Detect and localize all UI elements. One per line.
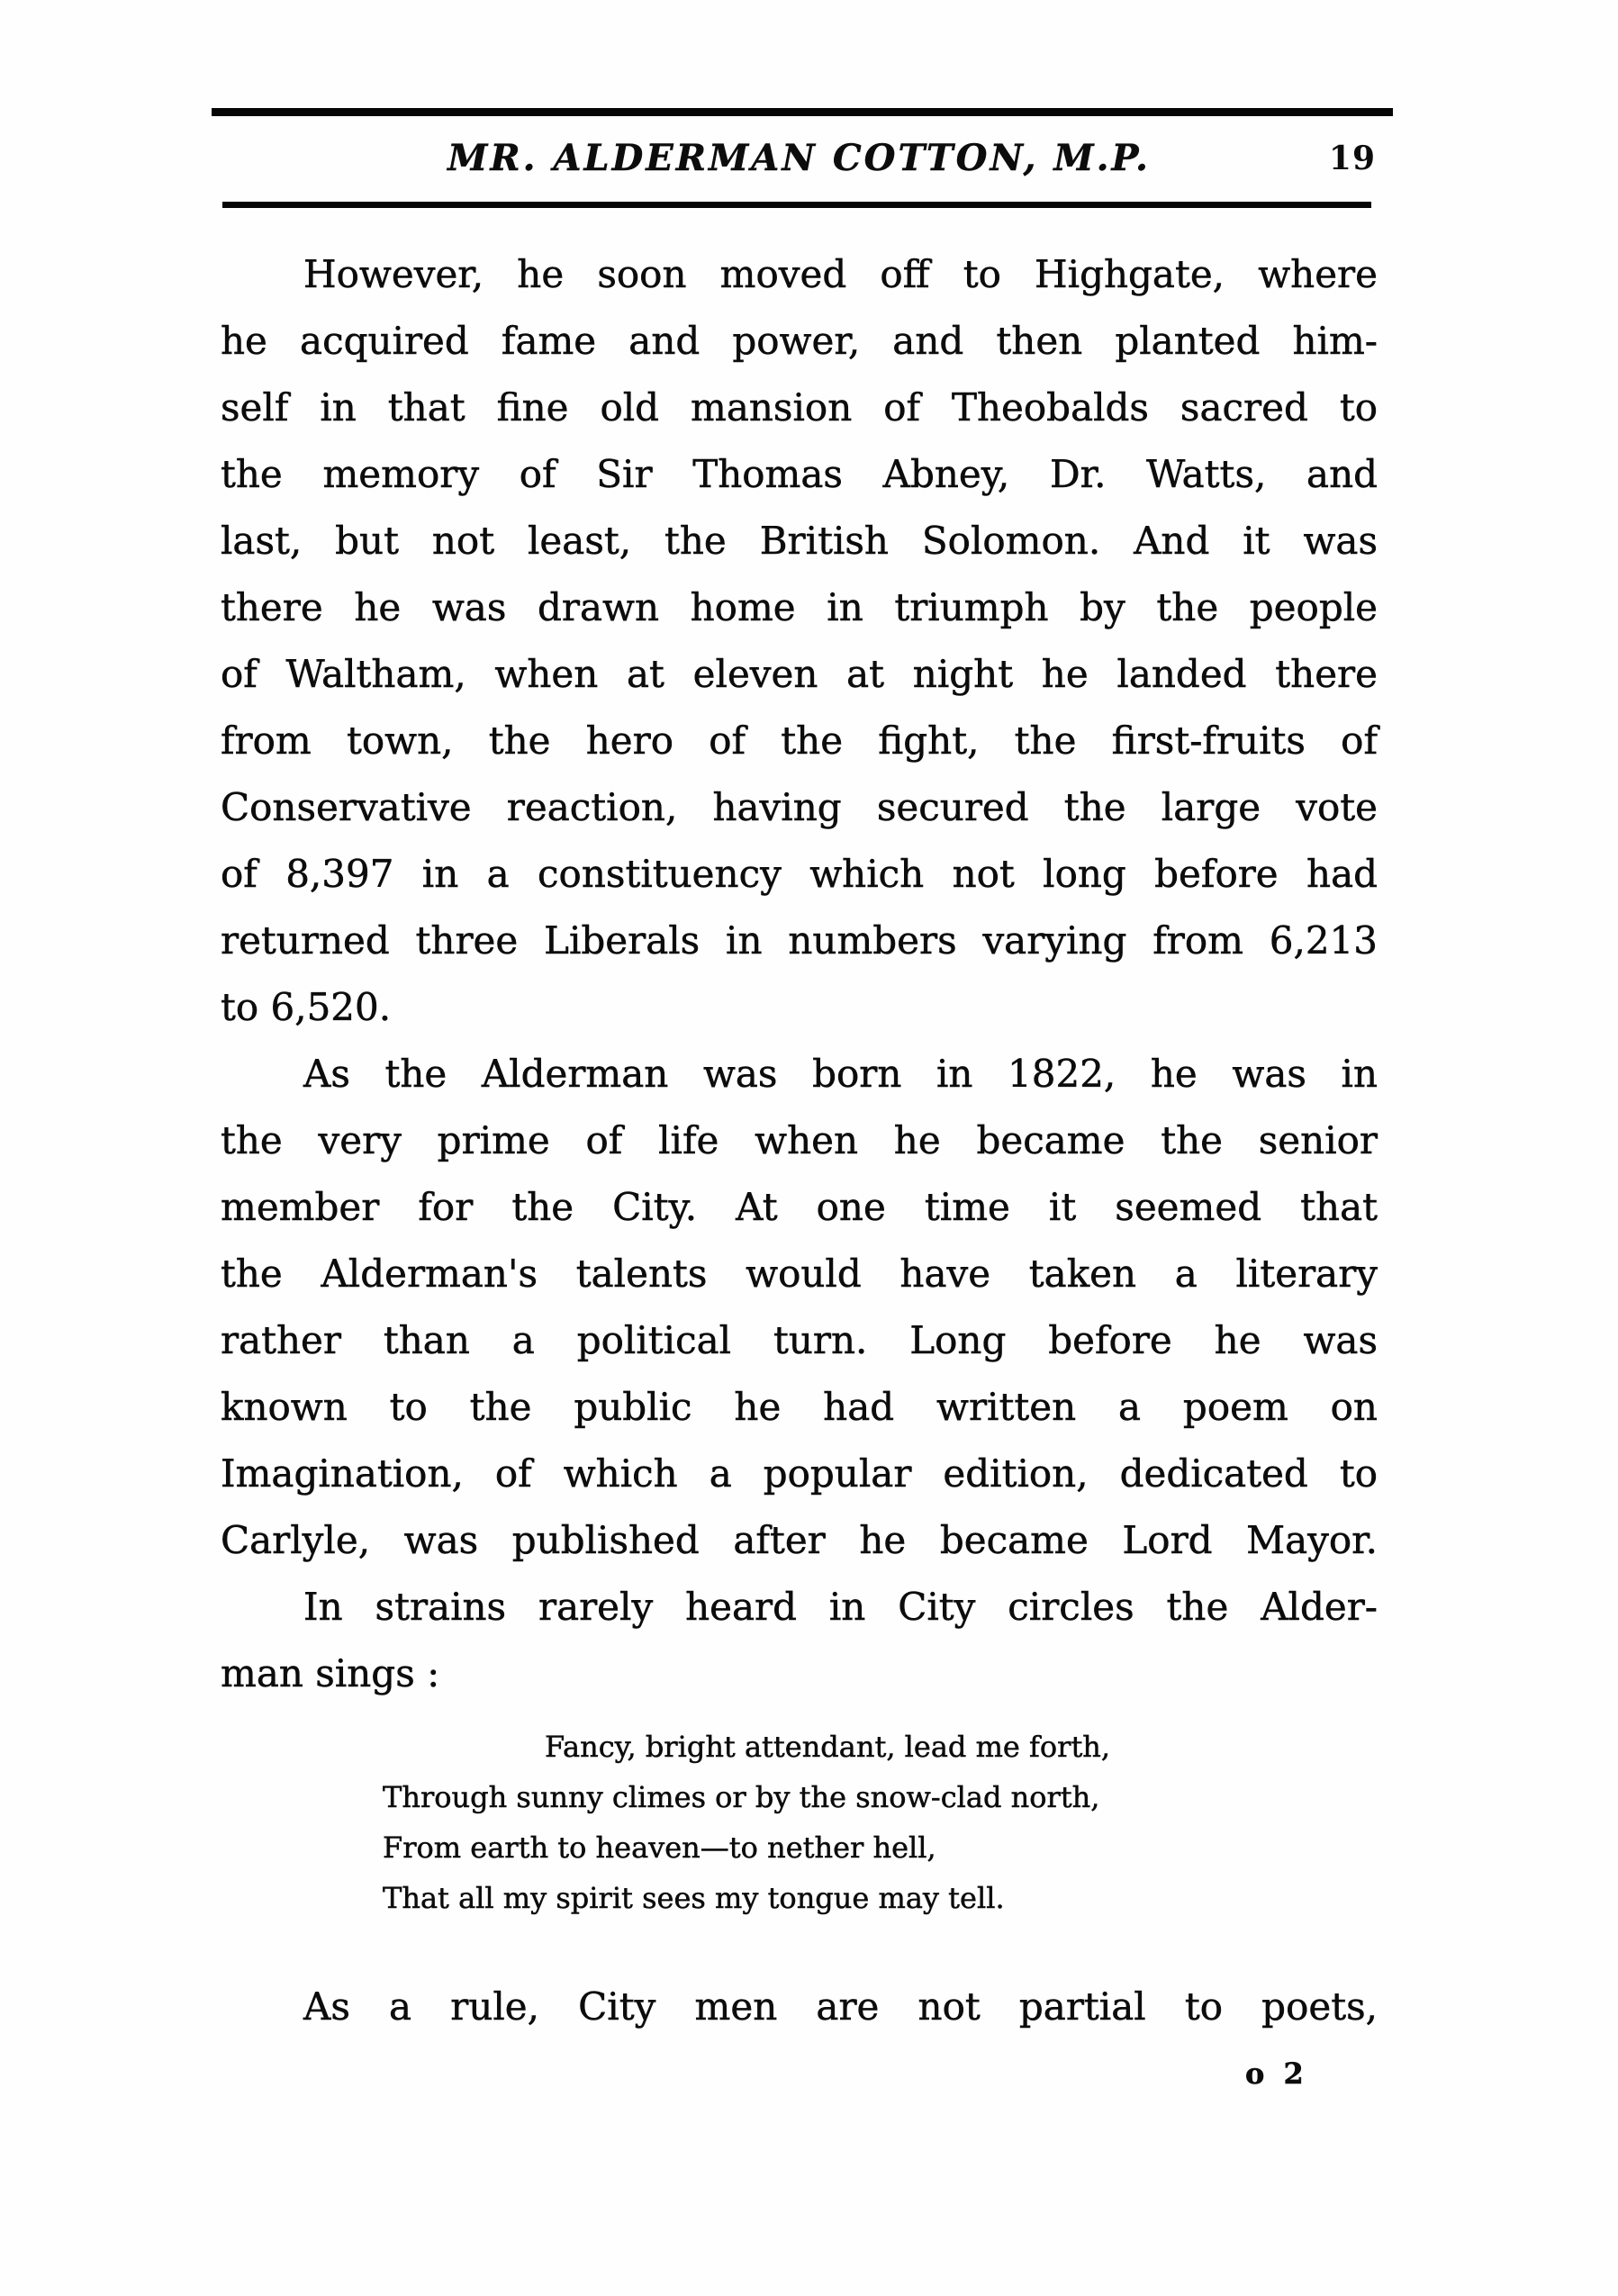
paragraph3-line: In strains rarely heard in City circles the Alder- (303, 1585, 1378, 1629)
verse-line: From earth to heaven—to nether hell, (383, 1830, 936, 1865)
verse-line: Through sunny climes or by the snow-clad north, (383, 1780, 1100, 1814)
paragraph1-line: Conservative reaction, having secured the large vote (221, 785, 1378, 829)
verse-line: That all my spirit sees my tongue may tell. (383, 1881, 1005, 1915)
paragraph1-line: there he was drawn home in triumph by the people (221, 585, 1378, 629)
running-title: MR. ALDERMAN COTTON, M.P. (447, 137, 1151, 179)
signature-mark: o 2 (1245, 2056, 1304, 2091)
closing-paragraph (221, 1974, 1378, 2040)
page-header (221, 131, 1378, 185)
paragraph1-line: returned three Liberals in numbers varying from 6,213 (221, 918, 1378, 963)
paragraph1-line: However, he soon moved off to Highgate, where (303, 252, 1378, 296)
paragraph1-line: self in that fine old mansion of Theobalds sacred to (221, 385, 1378, 429)
paragraph2-line: Carlyle, was published after he became Lord Mayor. (221, 1518, 1378, 1562)
paragraph1-line: from town, the hero of the fight, the first-fruits of (221, 719, 1378, 763)
paragraph2-line: rather than a political turn. Long before he was (221, 1318, 1378, 1362)
page-number: 19 (1328, 140, 1376, 177)
verse-quote (221, 1722, 1378, 1923)
closing-line: As a rule, City men are not partial to poets, (303, 1984, 1378, 2029)
paragraph2-line: the very prime of life when he became the senior (221, 1118, 1378, 1162)
paragraph3-line: man sings : (221, 1651, 440, 1695)
paragraph2-line: member for the City. At one time it seemed that (221, 1185, 1378, 1229)
paragraph2-line: As the Alderman was born in 1822, he was in (303, 1052, 1378, 1096)
paragraph1-line: of Waltham, when at eleven at night he landed there (221, 652, 1378, 696)
paragraph1-line: the memory of Sir Thomas Abney, Dr. Watts, and (221, 452, 1378, 496)
paragraph2-line: known to the public he had written a poem on (221, 1385, 1378, 1429)
verse-line: Fancy, bright attendant, lead me forth, (545, 1730, 1111, 1764)
paragraph1-line: of 8,397 in a constituency which not long before had (221, 852, 1378, 896)
paragraph1-line: to 6,520. (221, 985, 392, 1029)
text-block (221, 241, 1378, 2107)
header-rule-bottom (222, 202, 1371, 208)
paragraph2-line: the Alderman's talents would have taken a literary (221, 1252, 1378, 1296)
paragraph2-line: Imagination, of which a popular edition, dedicated to (221, 1451, 1378, 1496)
paragraph1-line: last, but not least, the British Solomon. And it was (221, 519, 1378, 563)
header-rule-top (212, 108, 1393, 116)
paragraph1-line: he acquired fame and power, and then planted him- (221, 319, 1378, 363)
